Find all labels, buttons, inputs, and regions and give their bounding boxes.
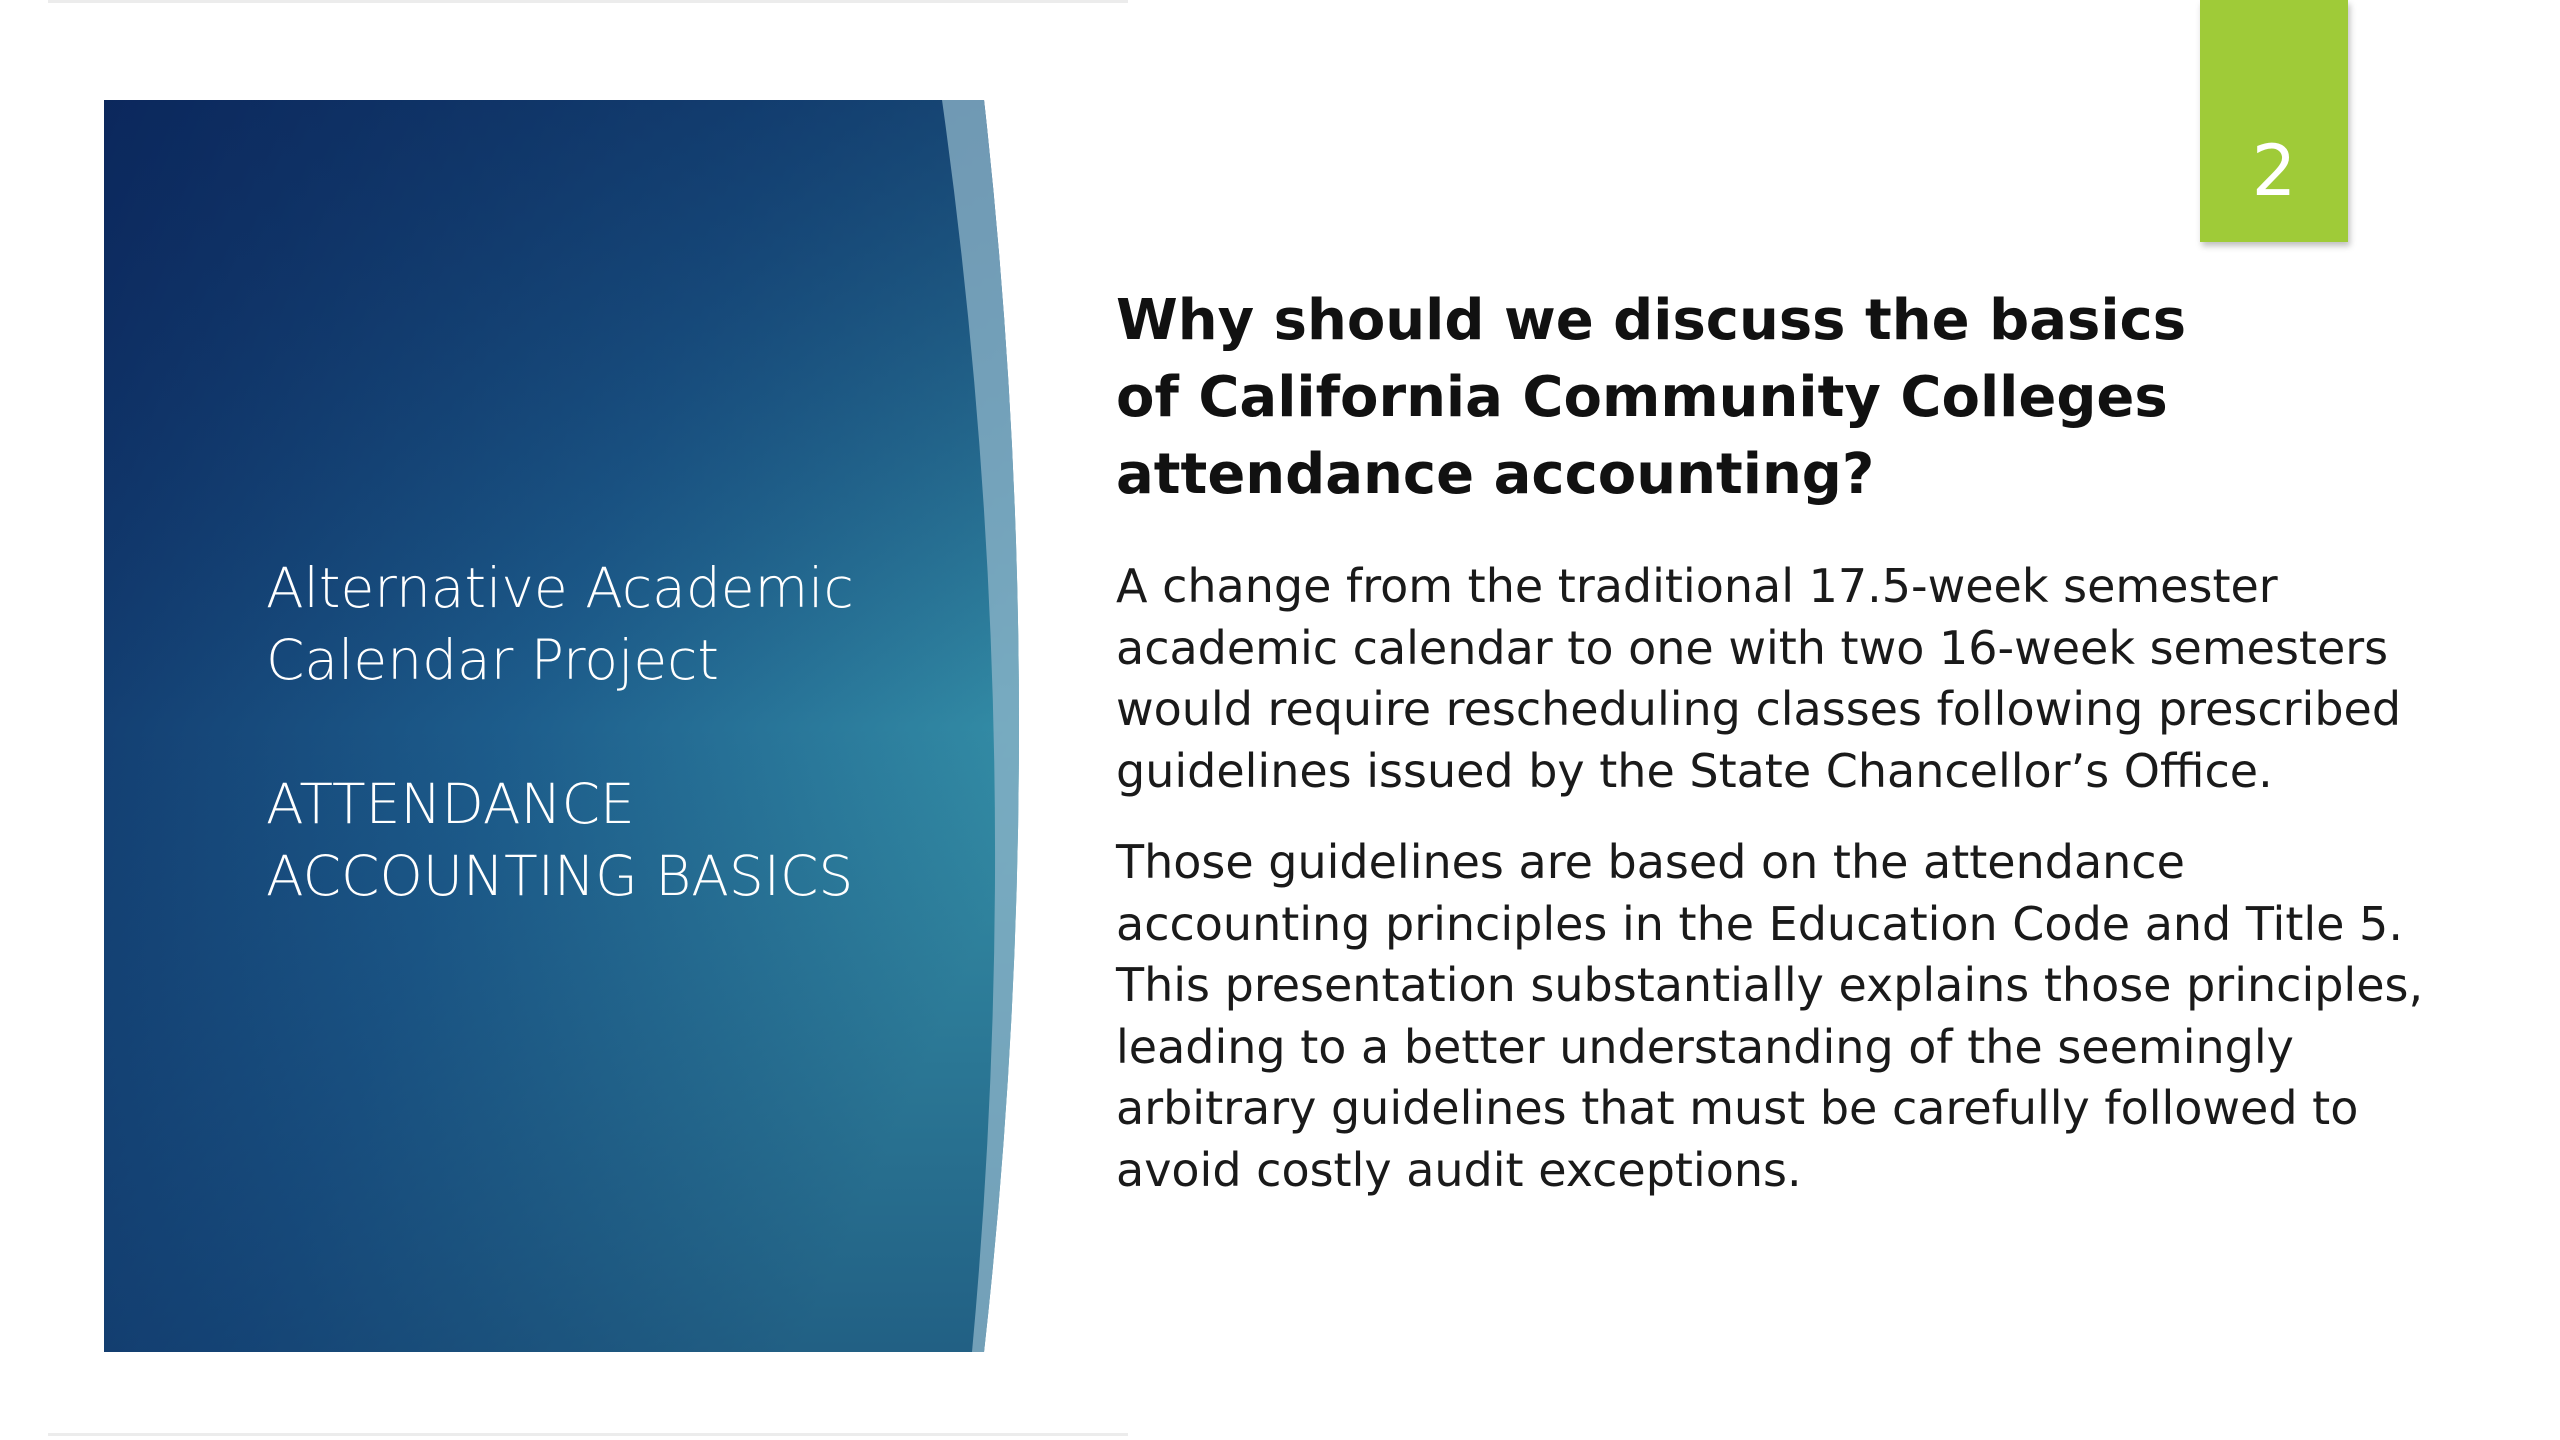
- body-line: This presentation substantially explains those principles,: [1116, 958, 2424, 1012]
- body-line: arbitrary guidelines that must be carefully followed to: [1116, 1081, 2359, 1135]
- presentation-title-line: Calendar Project: [266, 628, 719, 692]
- body-line: Those guidelines are based on the attendance: [1116, 835, 2185, 889]
- bottom-divider: [48, 1433, 1128, 1436]
- slide-number-badge: [2200, 0, 2348, 242]
- body-paragraph: [1116, 556, 2516, 802]
- presentation-subtitle-line: ATTENDANCE: [266, 772, 635, 836]
- slide-heading-line: Why should we discuss the basics: [1116, 288, 2187, 353]
- body-line: A change from the traditional 17.5-week semester: [1116, 559, 2278, 613]
- title-panel: [104, 100, 1044, 1352]
- presentation-title-line: Alternative Academic: [266, 556, 854, 620]
- body-line: leading to a better understanding of the seemingly: [1116, 1019, 2294, 1074]
- slide-body: [1116, 556, 2516, 1201]
- top-divider: [48, 0, 1128, 3]
- presentation-subtitle-line: ACCOUNTING BASICS: [266, 844, 854, 908]
- body-line: guidelines issued by the State Chancellor’s Office.: [1116, 743, 2273, 798]
- slide-heading-line: attendance accounting?: [1116, 442, 1875, 507]
- slide-heading: [1116, 282, 2187, 513]
- presentation-subtitle: [266, 768, 1006, 912]
- body-line: academic calendar to one with two 16-week semesters: [1116, 620, 2389, 675]
- slide-heading-line: of California Community Colleges: [1116, 365, 2168, 430]
- body-line: accounting principles in the Education Code and Title 5.: [1116, 896, 2403, 951]
- panel-text: [266, 552, 1006, 912]
- presentation-title: [266, 552, 1006, 696]
- body-line: would require rescheduling classes following prescribed: [1116, 682, 2402, 736]
- slide-number: 2: [2251, 130, 2297, 212]
- body-line: avoid costly audit exceptions.: [1116, 1142, 1802, 1197]
- body-paragraph: [1116, 832, 2516, 1201]
